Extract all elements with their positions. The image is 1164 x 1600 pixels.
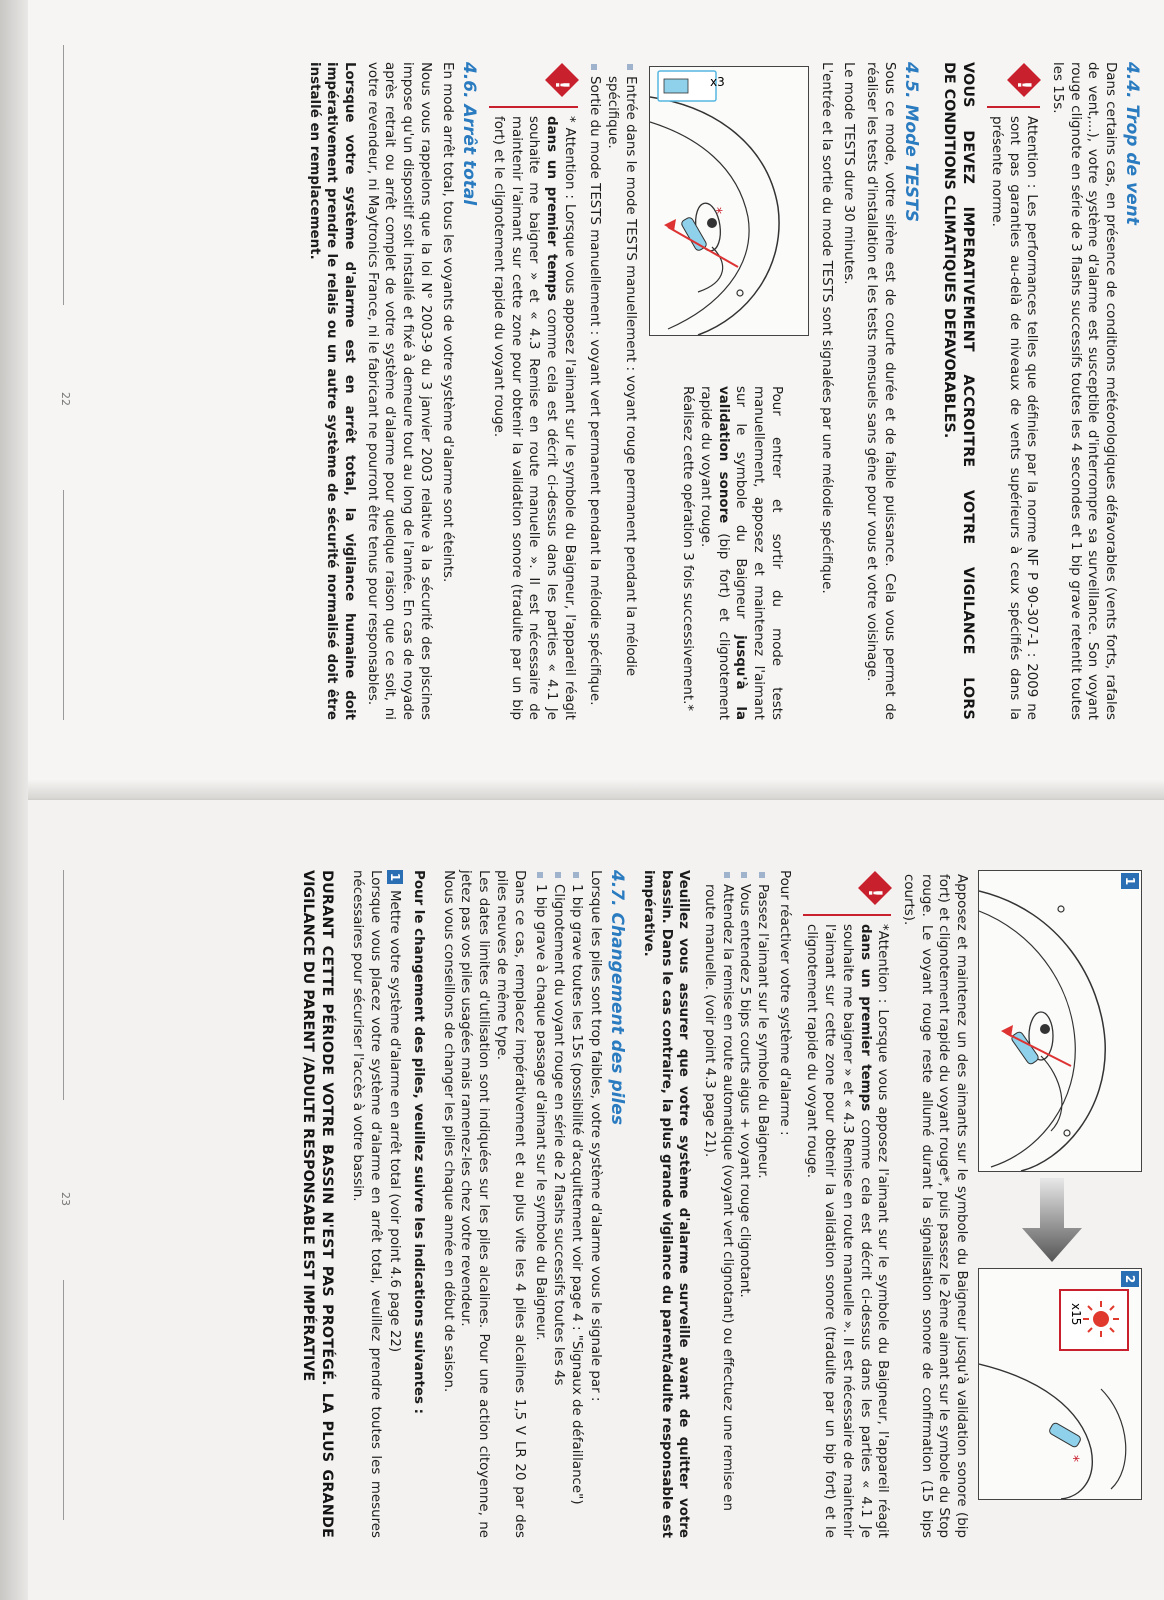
magnet-icon — [650, 67, 808, 335]
paragraph: Pour réactiver votre système d'alarme : — [776, 870, 792, 1136]
caps-line: VOUS DEVEZ IMPERATIVEMENT ACCROITRE VOTRE VIGILANCE LORS — [960, 62, 977, 720]
figure-number: 2 — [1121, 1271, 1139, 1287]
page-number: 23 — [59, 1192, 72, 1206]
section-4-5 — [489, 62, 920, 720]
heading-4-4: 4.4. Trop de vent — [1122, 62, 1142, 225]
tests-instructions — [649, 336, 809, 720]
page-right — [0, 800, 1164, 1590]
paragraph: Lorsque les piles sont trop faibles, votre système d'alarme vous le signale par : — [588, 870, 604, 1402]
warning-icon: ! — [1000, 62, 1040, 106]
list-item: Sortie du mode TESTS manuellement : voyant vert permanent pendant la mélodie spécifique. — [586, 62, 604, 720]
paragraph: Lorsque vous placez votre système d'alarme en arrêt total, veuillez prendre toutes les mesures nécessaires pour sécuriser l'accès à votre bassin. — [350, 870, 383, 1538]
warning-icon: ! — [538, 62, 578, 106]
list-item: Entrée dans le mode TESTS manuellement : voyant rouge permanent pendant la mélodie spécifique. — [603, 62, 638, 720]
paragraph: Les dates limites d'utilisation sont indiquées sur les piles alcalines. Pour une action citoyenne, ne jetez pas vos piles usagées mais ramenez-les chez votre revendeur. — [458, 870, 492, 1538]
warning-text: *Attention : Lorsque vous apposez l'aimant sur le symbole du Baigneur, l'appareil réagit dans un premier temps comme cela est décrit ci-dessus dans les parties « 4.1 Je souhaite me baigner » et « 4.3 Remise en route manuelle ». Il est nécessaire de maintenir l'aimant sur cette zone pour obtenir la validation sonore (traduite par un bip fort) et le clignotement rapide du voyant rouge. — [804, 924, 891, 1538]
section-4-4 — [939, 62, 1142, 720]
step-number: 1 — [387, 870, 403, 884]
step-1: 1Mettre votre système d'alarme en arrêt total (voir point 4.6 page 22) — [386, 870, 404, 1538]
list-item: Vous entendez 5 bips courts aigus + voyant rouge clignotant. — [736, 870, 754, 1538]
book-edge — [0, 0, 28, 1600]
figure-step-1 — [978, 870, 1142, 1172]
warning-box — [489, 62, 577, 720]
tests-illustration — [649, 66, 809, 336]
warning-box — [987, 62, 1040, 720]
magnet-figures — [978, 870, 1142, 1538]
paragraph: Pour le changement des piles, veuillez suivre les indications suivantes : — [411, 870, 427, 1414]
arrow-right-icon — [1022, 1178, 1082, 1262]
paragraph: Apposez et maintenez un des aimants sur le symbole du Baigneur jusqu'à validation sonore (bip fort) et clignotement rapide du voyant rouge*, puis passez le 2ème aimant sur le symbole du Stop rouge. Le voyant rouge reste allumé durant la signalisation sonore de confirmation (15 bips courts). — [900, 874, 969, 1538]
battery-signals — [532, 870, 585, 1538]
caps-line: DE CONDITIONS CLIMATIQUES DEFAVORABLES. — [940, 62, 957, 439]
reactivation-steps — [700, 870, 771, 1538]
warning-text: Attention : Les performances telles que définies par la norme NF P 90-307-1 : 2009 ne sont pas garanties au-delà de niveaux de vents supérieurs à ceux spécifiés dans la présente norme. — [988, 116, 1040, 720]
warning-text: * Attention : Lorsque vous apposez l'aimant sur le symbole du Baigneur, l'appareil réagit dans un premier temps comme cela est décrit ci-dessus dans les parties « 4.1 Je souhaite me baigner » et « 4.3 Remise en route manuelle ». Il est nécessaire de maintenir l'aimant sur cette zone pour obtenir la validation sonore (traduite par un bip fort) et le clignotement rapide du voyant rouge. — [491, 116, 577, 720]
page-footer — [48, 800, 78, 1590]
section-4-7 — [298, 870, 628, 1538]
bold-notice: Veuillez vous assurer que votre système d'alarme surveille avant de quitter votre bassin. Dans le cas contraire, la plus grande vigilance du parent/adulte responsable est impérative. — [641, 870, 692, 1538]
beep-count: x15 — [1069, 1303, 1083, 1326]
caps-line: VIGILANCE DU PARENT /ADULTE RESPONSABLE EST IMPÉRATIVE — [300, 870, 317, 1382]
paragraph: En mode arrêt total, tous les voyants de votre système d'alarme sont éteints. — [440, 62, 456, 583]
paragraph: Nous vous conseillons de changer les piles chaque année en début de saison. — [440, 870, 456, 1393]
heading-4-7: 4.7. Changement des piles — [607, 870, 628, 1125]
paragraph: Pour entrer et sortir du mode tests manuellement, apposez et maintenez l'aimant sur le symbole du Baigneur jusqu'à la validation sonore (bip fort) et clignotement rapide du voyant rouge. — [698, 386, 784, 720]
list-item: 1 bip grave à chaque passage d'aimant sur le symbole du Baigneur. — [532, 870, 550, 1538]
page-number: 22 — [59, 392, 72, 406]
tests-bullets — [586, 62, 639, 720]
warning-icon: ! — [851, 870, 891, 914]
list-item: Passez l'aimant sur le symbole du Baigneur. — [753, 870, 771, 1538]
warning-box — [803, 870, 891, 1538]
svg-text:*: * — [1065, 1455, 1081, 1462]
heading-4-6: 4.6. Arrêt total — [459, 62, 480, 206]
paragraph: Sous ce mode, votre sirène est de courte durée et de faible puissance. Cela vous permet de réaliser les tests d'installation et les tests mensuels sans gêne pour vous et votre voisinage. — [863, 62, 897, 720]
paragraph: L'entrée et la sortie du mode TESTS sont signalées par une mélodie spécifique. — [818, 62, 834, 594]
paragraph: Réalisez cette opération 3 fois successivement.* — [680, 386, 696, 712]
list-item: Attendez la remise en route automatique (voyant vert clignotant) ou effectuez une remise en route manuelle. (voir point 4.3 page 21). — [700, 870, 735, 1538]
svg-text:*: * — [707, 207, 724, 214]
page-left — [0, 0, 1164, 790]
tests-figure-row — [649, 62, 809, 720]
paragraph: Lorsque votre système d'alarme est en arrêt total, la vigilance humaine doit impérativement prendre le relais ou un autre système de sécurité normalisé doit être installé en remplacement. — [306, 62, 357, 720]
list-item: 1 bip grave toutes les 15s (possibilité d'acquittement voir page 4 : "Signaux de défaillance") — [567, 870, 585, 1538]
figure-step-2 — [978, 1268, 1142, 1500]
paragraph: Dans certains cas, en présence de conditions météorologiques défavorables (vents forts, rafales de vent,...), votre système d'alarme est susceptible d'interrompre sa surveillance. Son voyant rouge clignote en série de 3 flashs successifs toutes les 4 secondes et 1 bip grave retentit toutes les 15s. — [1049, 62, 1118, 720]
paragraph: Nous vous rappelons que la loi N° 2003-9 du 3 janvier 2003 relative à la sécurité des piscines impose qu'un dispositif soit installé et fixé à demeure tout au long de l'année. En cas de noyade après retrait ou arrêt complet de votre système d'alarme pour quelque raison que ce soit, ni votre revendeur, ni Maytronics France, ni le fabricant ne pourront être tenus pour responsables. — [364, 62, 433, 720]
paragraph: Dans ce cas, remplacez impérativement et au plus vite les 4 piles alcalines 1,5 V LR 20 par des piles neuves de même type. — [493, 870, 527, 1538]
repeat-count: x3 — [709, 75, 725, 89]
magnet-icon — [979, 871, 1141, 1171]
page-footer — [48, 0, 78, 790]
section-4-6 — [305, 62, 480, 720]
heading-4-5: 4.5. Mode TESTS — [900, 62, 921, 222]
figure-number: 1 — [1121, 873, 1139, 889]
caps-line: DURANT CETTE PÉRIODE VOTRE BASSIN N'EST PAS PROTÉGÉ. LA PLUS GRANDE — [319, 870, 336, 1538]
paragraph: Le mode TESTS dure 30 minutes. — [841, 62, 857, 285]
list-item: Clignotement du voyant rouge en série de 2 flashs successifs toutes les 4s — [549, 870, 567, 1538]
